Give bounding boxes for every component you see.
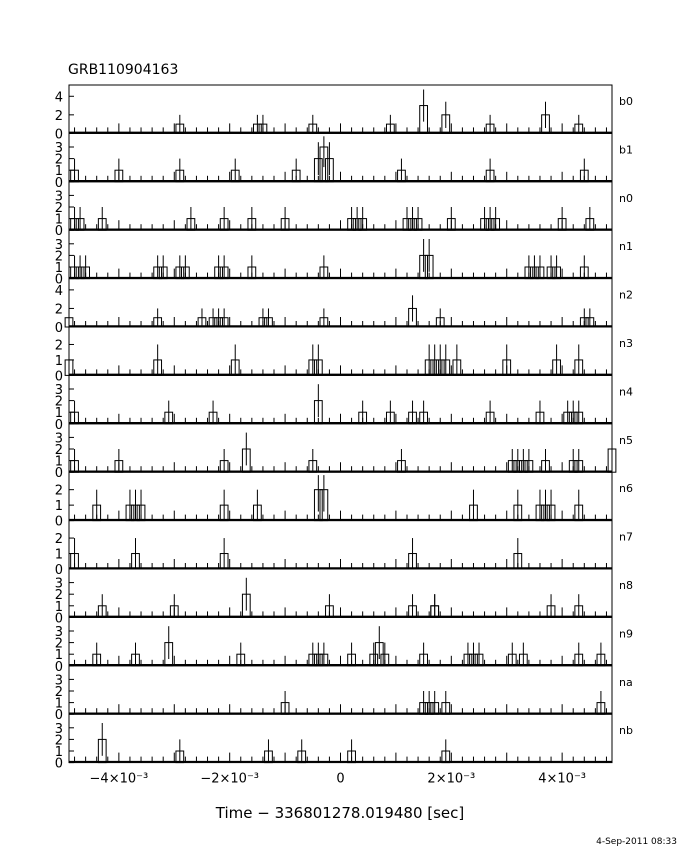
y-tick-label: 1 — [54, 648, 63, 664]
y-tick-label: 0 — [54, 224, 63, 240]
x-tick-label: 0 — [336, 771, 345, 787]
y-tick-label: 3 — [54, 673, 63, 689]
y-tick-label: 3 — [54, 721, 63, 737]
y-tick-label: 4 — [54, 90, 63, 106]
footer-timestamp: 4-Sep-2011 08:33 — [596, 837, 677, 847]
y-tick-label: 1 — [54, 353, 63, 369]
y-tick-label: 3 — [54, 141, 63, 156]
detector-label: n0 — [619, 191, 633, 205]
detector-label: n4 — [619, 385, 633, 399]
y-tick-label: 2 — [54, 636, 63, 652]
y-tick-label: 0 — [54, 417, 63, 433]
y-tick-label: 2 — [54, 394, 63, 410]
panels-group — [55, 85, 633, 772]
x-axis — [90, 772, 586, 787]
y-tick-label: 0 — [54, 708, 63, 724]
y-tick-label: 1 — [54, 212, 63, 228]
detector-label: n3 — [619, 337, 633, 350]
x-axis-label: Time − 336801278.019480 [sec] — [215, 804, 465, 822]
detector-label: n8 — [619, 579, 633, 592]
y-tick-label: 3 — [54, 431, 63, 447]
x-tick-label: 2×10⁻³ — [427, 771, 476, 787]
y-tick-label: 1 — [54, 406, 63, 422]
y-tick-label: 1 — [54, 454, 63, 470]
y-tick-label: 2 — [54, 685, 63, 700]
detector-label: n9 — [619, 627, 633, 641]
detector-label: n2 — [619, 288, 633, 302]
y-tick-label: 3 — [54, 189, 63, 205]
y-tick-label: 2 — [54, 152, 63, 168]
y-tick-label: 1 — [54, 745, 63, 760]
y-tick-label: 1 — [54, 261, 63, 276]
y-tick-label: 0 — [54, 514, 63, 530]
detector-label: b1 — [619, 143, 633, 157]
y-tick-label: 2 — [54, 249, 63, 265]
y-tick-label: 0 — [54, 127, 63, 143]
y-tick-label: 0 — [54, 369, 63, 385]
y-tick-label: 1 — [54, 599, 63, 615]
y-tick-label: 0 — [54, 756, 63, 772]
detector-label: n7 — [619, 530, 633, 544]
x-tick-label: −4×10⁻³ — [89, 771, 149, 787]
y-tick-label: 0 — [54, 272, 63, 288]
y-tick-label: 0 — [54, 611, 63, 627]
detector-label: n1 — [619, 240, 633, 254]
y-tick-label: 2 — [54, 201, 63, 216]
y-tick-label: 0 — [54, 321, 63, 336]
y-tick-label: 1 — [54, 547, 63, 563]
y-tick-label: 3 — [54, 576, 63, 592]
y-tick-label: 1 — [54, 164, 63, 180]
y-tick-label: 2 — [54, 443, 63, 458]
y-tick-label: 3 — [54, 383, 63, 398]
y-tick-label: 3 — [54, 625, 63, 640]
y-tick-label: 0 — [54, 659, 63, 675]
y-tick-label: 2 — [54, 733, 63, 749]
y-tick-label: 0 — [54, 563, 63, 578]
detector-label: na — [619, 675, 633, 689]
detector-label: n6 — [619, 482, 633, 496]
y-tick-label: 2 — [54, 532, 63, 548]
chart-title: GRB110904163 — [68, 62, 179, 78]
y-tick-label: 4 — [54, 283, 63, 299]
y-tick-label: 1 — [54, 499, 63, 515]
y-tick-label: 3 — [54, 237, 63, 253]
x-tick-label: 4×10⁻³ — [538, 771, 587, 787]
y-tick-label: 2 — [54, 483, 63, 499]
y-tick-label: 1 — [54, 696, 63, 712]
y-tick-label: 0 — [54, 466, 63, 482]
y-tick-label: 2 — [54, 302, 63, 318]
detector-label: nb — [619, 724, 633, 738]
y-tick-label: 2 — [54, 338, 63, 354]
y-tick-label: 2 — [54, 588, 63, 604]
y-tick-label: 0 — [54, 175, 63, 191]
x-tick-label: −2×10⁻³ — [200, 771, 260, 787]
detector-label: b0 — [619, 95, 633, 108]
detector-label: n5 — [619, 433, 633, 447]
panel-nb — [55, 714, 633, 771]
y-tick-label: 2 — [54, 108, 63, 124]
